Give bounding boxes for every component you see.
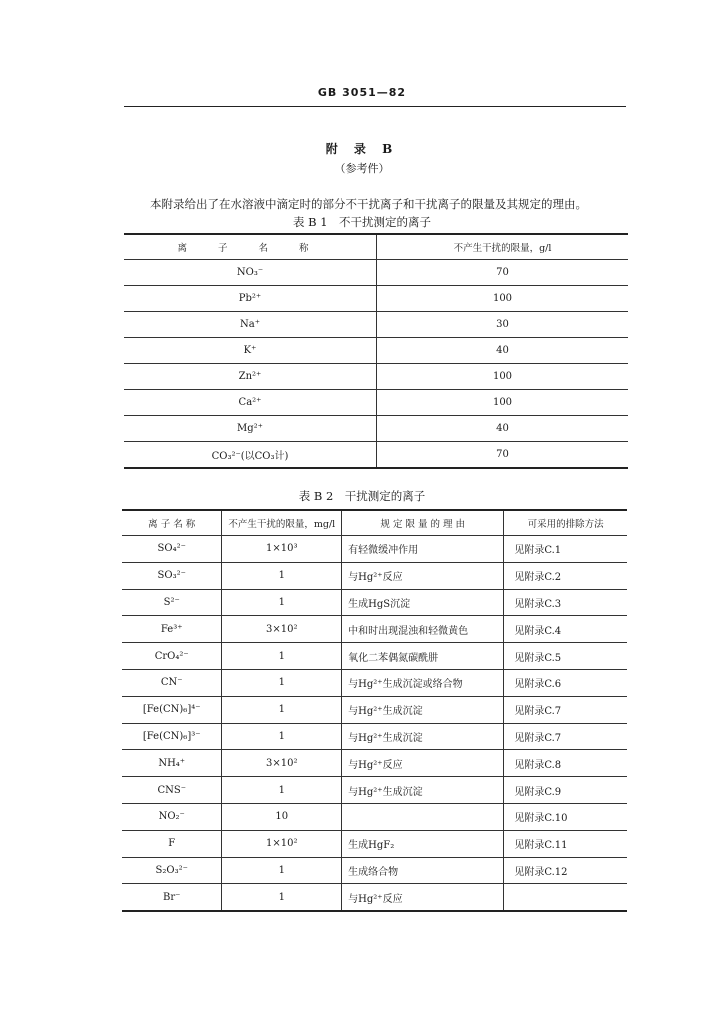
method-cell: 见附录C.8	[504, 750, 627, 777]
ion-cell: Fe³⁺	[122, 616, 222, 643]
method-cell: 见附录C.6	[504, 669, 627, 696]
table-row	[122, 589, 627, 616]
method-cell: 见附录C.3	[504, 589, 627, 616]
ion-cell: [Fe(CN)₆]³⁻	[122, 723, 222, 750]
table-b2-header-ion: 离 子 名 称	[122, 510, 222, 536]
reason-cell: 与Hg²⁺反应	[342, 562, 504, 589]
table-row	[124, 286, 628, 312]
table-b1	[124, 233, 628, 469]
limit-cell: 1	[222, 857, 342, 884]
ion-cell: NO₂⁻	[122, 803, 222, 830]
method-cell: 见附录C.7	[504, 723, 627, 750]
ion-cell: NO₃⁻	[124, 260, 377, 286]
table-row	[122, 884, 627, 911]
table-b1-header-ion: 离 子 名 称	[124, 234, 377, 260]
method-cell: 见附录C.5	[504, 643, 627, 670]
limit-cell: 70	[377, 260, 629, 286]
appendix-subtitle: （参考件）	[334, 162, 390, 175]
method-cell: 见附录C.10	[504, 803, 627, 830]
limit-cell: 1	[222, 884, 342, 911]
appendix-title: 附 录 B	[325, 142, 399, 156]
method-cell: 见附录C.11	[504, 830, 627, 857]
limit-cell: 1	[222, 696, 342, 723]
reason-cell: 生成HgF₂	[342, 830, 504, 857]
limit-cell: 70	[496, 449, 509, 460]
table-b2-header-limit: 不产生干扰的限量，mg/l	[222, 510, 342, 536]
limit-cell: 1	[222, 589, 342, 616]
method-cell: 见附录C.2	[504, 562, 627, 589]
table-row	[124, 260, 628, 286]
table-b1-header-limit: 不产生干扰的限量，g/l	[377, 234, 629, 260]
reason-cell: 中和时出现混浊和轻微黄色	[342, 616, 504, 643]
method-cell	[504, 884, 627, 911]
table-b2-header-reason: 规 定 限 量 的 理 由	[342, 510, 504, 536]
method-cell: 见附录C.1	[504, 536, 627, 563]
ion-cell: Br⁻	[122, 884, 222, 911]
ion-cell: Zn²⁺	[124, 364, 377, 390]
ion-cell: NH₄⁺	[122, 750, 222, 777]
ion-cell: Mg²⁺	[124, 416, 377, 442]
limit-cell: 3×10²	[222, 750, 342, 777]
limit-cell: 1	[222, 643, 342, 670]
table-b2-header-method: 可采用的排除方法	[504, 510, 627, 536]
table-row	[122, 777, 627, 804]
ion-cell: Na⁺	[124, 312, 377, 338]
table-b1-header-row	[124, 234, 628, 260]
limit-cell: 1×10³	[222, 536, 342, 563]
limit-cell: 1	[222, 777, 342, 804]
ion-cell: S₂O₃²⁻	[122, 857, 222, 884]
header-rule	[124, 106, 626, 107]
limit-cell: 40	[377, 338, 629, 364]
ion-cell: Ca²⁺	[124, 390, 377, 416]
method-cell: 见附录C.7	[504, 696, 627, 723]
table-b2-caption: 表 B 2 干扰测定的离子	[298, 489, 426, 503]
limit-cell: 1×10²	[222, 830, 342, 857]
limit-cell: 10	[222, 803, 342, 830]
reason-cell: 与Hg²⁺生成沉淀或络合物	[342, 669, 504, 696]
method-cell: 见附录C.12	[504, 857, 627, 884]
table-row	[124, 338, 628, 364]
table-row	[122, 669, 627, 696]
table-row	[122, 750, 627, 777]
table-row	[122, 536, 627, 563]
reason-cell: 与Hg²⁺反应	[342, 884, 504, 911]
limit-cell: 100	[377, 286, 629, 312]
ion-cell: SO₃²⁻	[122, 562, 222, 589]
method-cell: 见附录C.4	[504, 616, 627, 643]
table-row	[124, 390, 628, 416]
table-row	[122, 803, 627, 830]
table-row	[122, 857, 627, 884]
ion-cell: S²⁻	[122, 589, 222, 616]
limit-cell: 100	[377, 390, 629, 416]
limit-cell: 1	[222, 562, 342, 589]
ion-cell: CrO₄²⁻	[122, 643, 222, 670]
ion-cell: CNS⁻	[122, 777, 222, 804]
standard-header: GB 3051—82	[317, 86, 407, 99]
reason-cell: 与Hg²⁺生成沉淀	[342, 696, 504, 723]
reason-cell: 与Hg²⁺生成沉淀	[342, 777, 504, 804]
limit-cell: 100	[377, 364, 629, 390]
table-row	[124, 442, 628, 469]
table-b1-caption: 表 B 1 不干扰测定的离子	[292, 215, 432, 229]
table-b2	[122, 509, 627, 912]
table-row	[124, 364, 628, 390]
reason-cell	[342, 803, 504, 830]
table-row	[122, 830, 627, 857]
table-row	[122, 616, 627, 643]
limit-cell: 40	[377, 416, 629, 442]
table-row	[122, 723, 627, 750]
intro-paragraph: 本附录给出了在水溶液中滴定时的部分不干扰离子和干扰离子的限量及其规定的理由。	[150, 197, 587, 211]
ion-cell: F	[122, 830, 222, 857]
table-row	[124, 416, 628, 442]
reason-cell: 与Hg²⁺生成沉淀	[342, 723, 504, 750]
limit-cell: 30	[377, 312, 629, 338]
ion-cell: [Fe(CN)₆]⁴⁻	[122, 696, 222, 723]
ion-cell: CN⁻	[122, 669, 222, 696]
limit-cell: 1	[222, 723, 342, 750]
reason-cell: 生成络合物	[342, 857, 504, 884]
reason-cell: 氧化二苯偶氮碳酰肼	[342, 643, 504, 670]
table-row	[122, 643, 627, 670]
table-row	[122, 562, 627, 589]
limit-cell: 1	[222, 669, 342, 696]
ion-cell: Pb²⁺	[124, 286, 377, 312]
reason-cell: 与Hg²⁺反应	[342, 750, 504, 777]
table-row	[124, 312, 628, 338]
reason-cell: 有轻微缓冲作用	[342, 536, 504, 563]
ion-cell: K⁺	[124, 338, 377, 364]
table-b2-header-row	[122, 510, 627, 536]
ion-cell: SO₄²⁻	[122, 536, 222, 563]
table-row	[122, 696, 627, 723]
reason-cell: 生成HgS沉淀	[342, 589, 504, 616]
ion-cell: CO₃²⁻(以CO₃计)	[124, 442, 377, 469]
method-cell: 见附录C.9	[504, 777, 627, 804]
limit-cell: 3×10²	[222, 616, 342, 643]
